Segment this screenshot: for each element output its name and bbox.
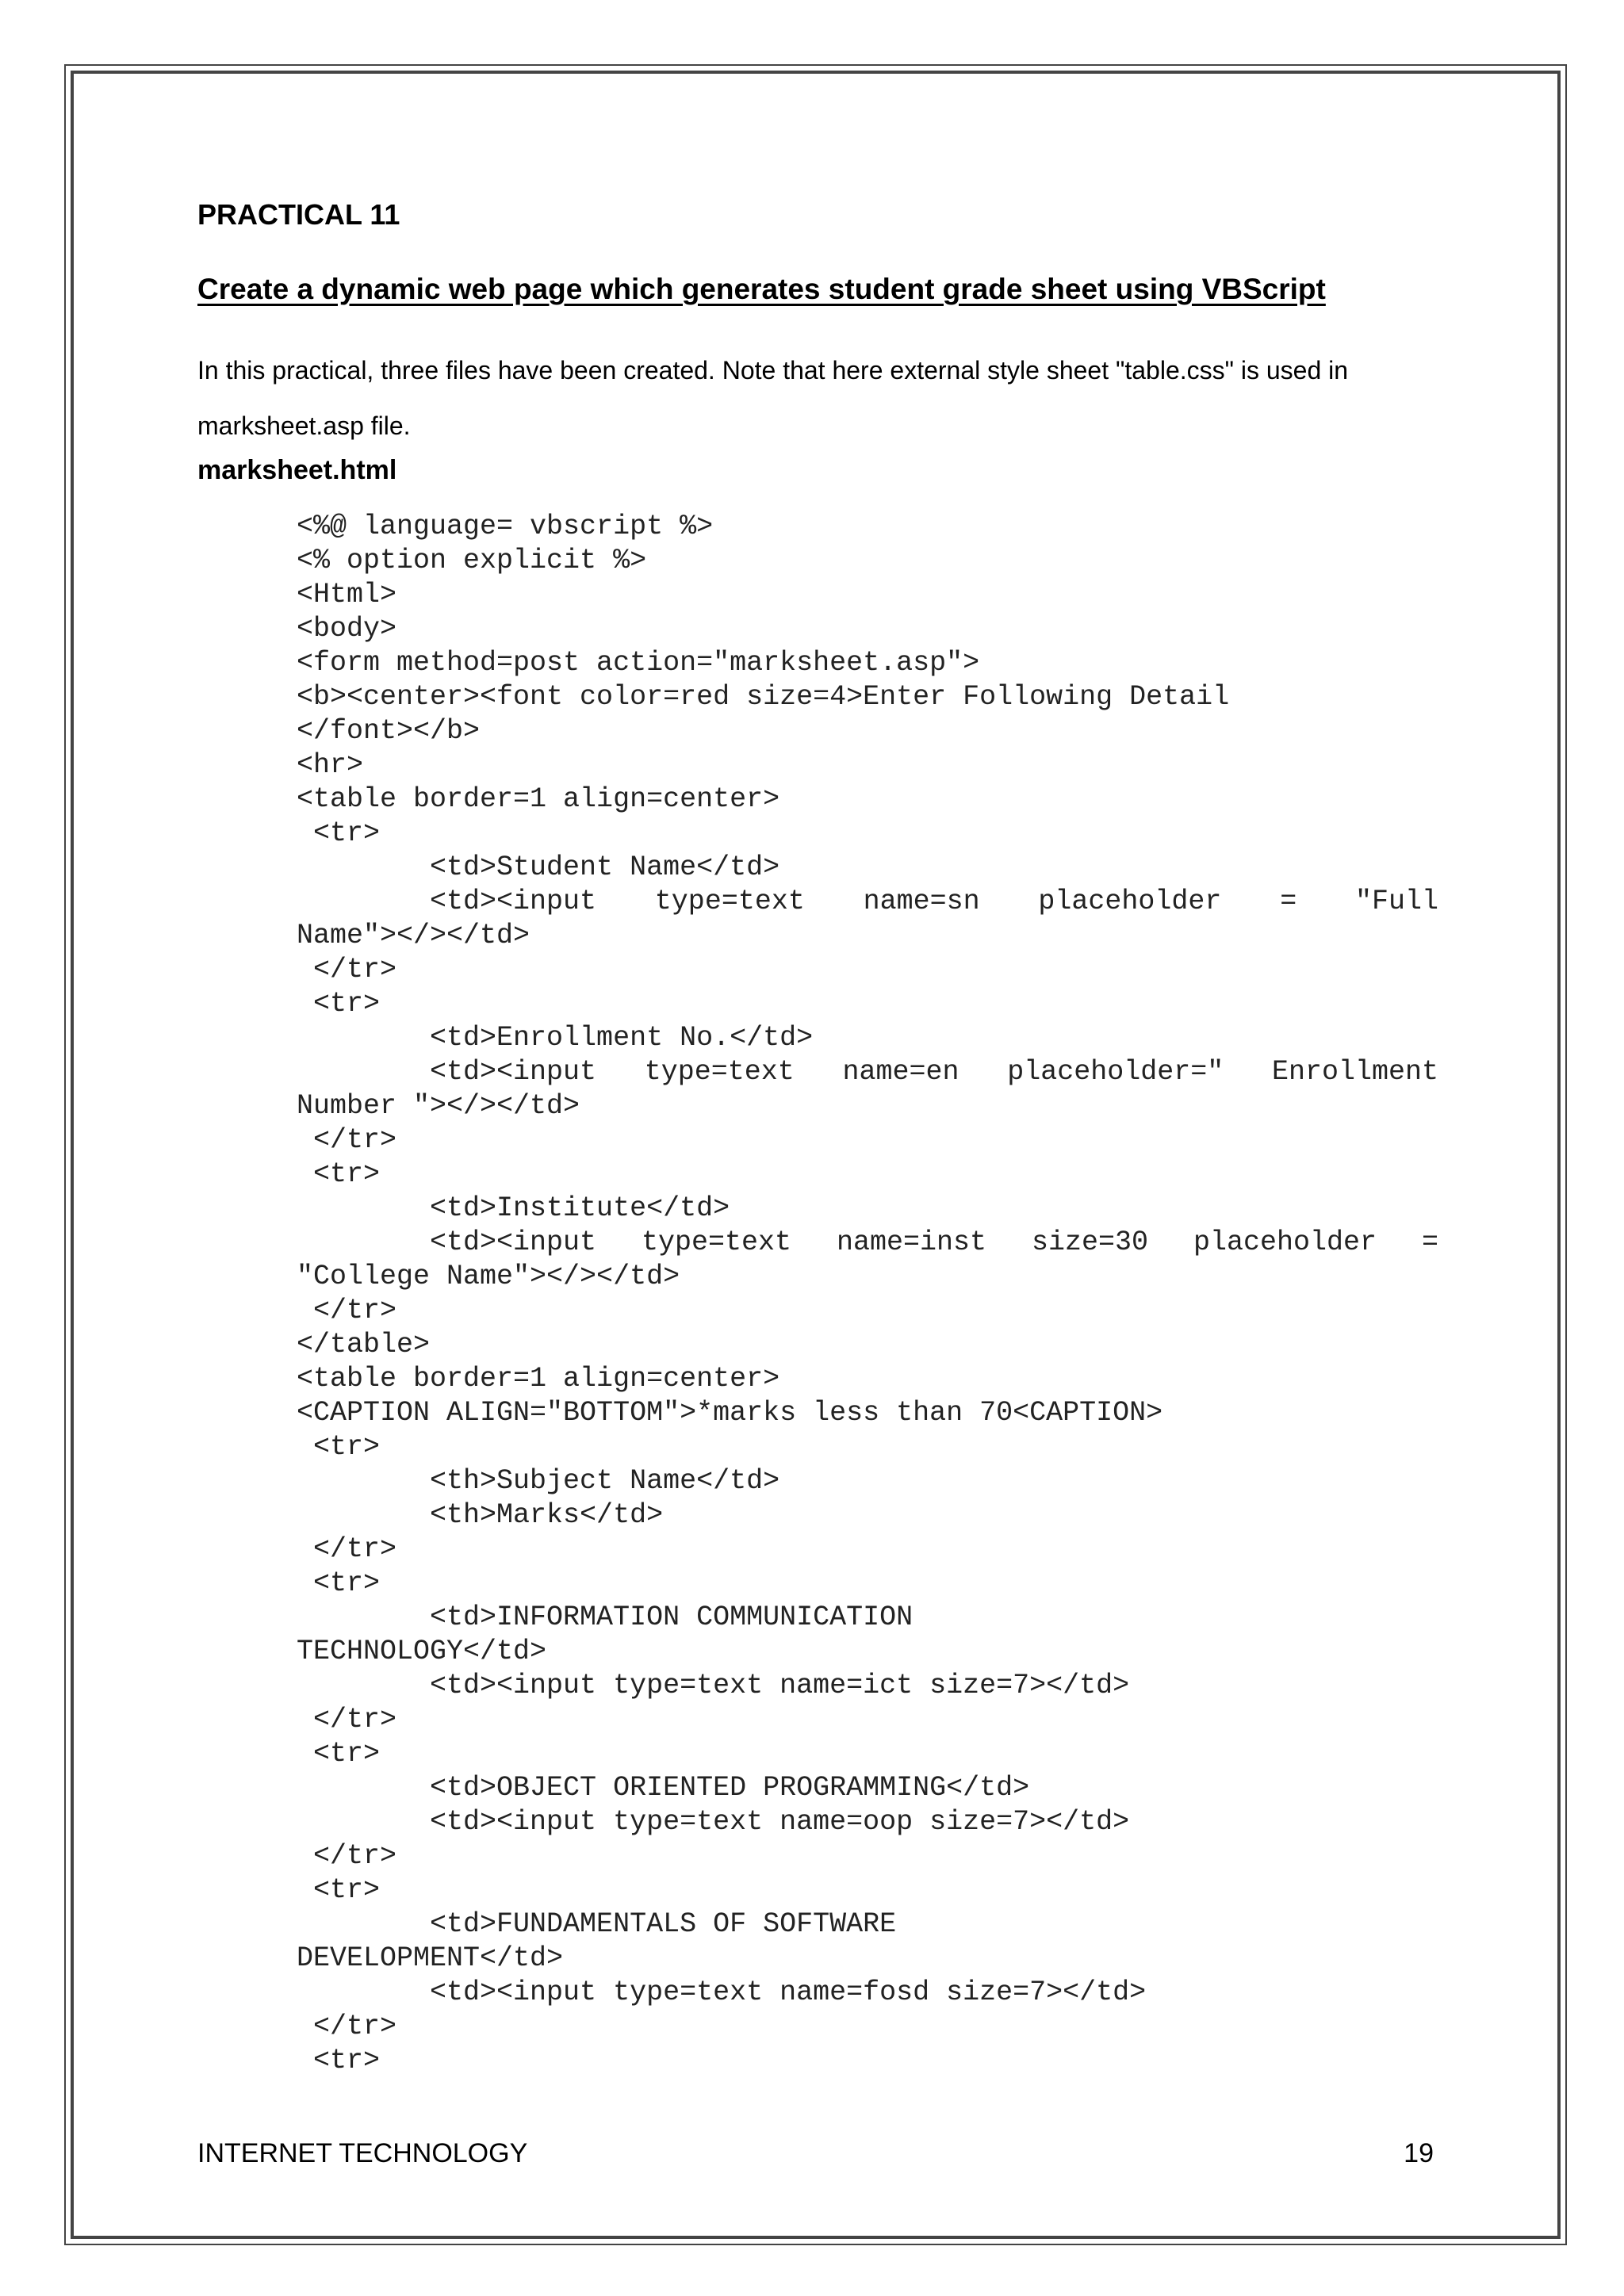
code-line: <table border=1 align=center> [297,1363,780,1395]
code-line: <td>Institute</td> [297,1192,730,1224]
code-line: Number "></></td> [297,1090,580,1122]
code-line: <table border=1 align=center> [297,783,780,815]
code-filename: marksheet.html [197,455,397,485]
code-line: <td><input type=text name=inst size=30 placeholder = [430,1226,1438,1258]
code-line: </font></b> [297,715,481,747]
code-line: <tr> [297,2045,381,2076]
footer-page-number: 19 [1404,2138,1434,2168]
code-line: TECHNOLOGY</td> [297,1636,547,1667]
code-line: <td>Student Name</td> [297,851,780,883]
code-line: </tr> [297,1124,397,1156]
code-line: <%@ language= vbscript %> [297,511,714,542]
code-line: <tr> [297,1431,381,1463]
code-line: <form method=post action="marksheet.asp"> [297,647,980,679]
code-line: <td><input type=text name=sn placeholder = "Full [430,886,1438,917]
practical-heading: PRACTICAL 11 [197,198,400,231]
code-line: <CAPTION ALIGN="BOTTOM">*marks less than 70<CAPTION> [297,1397,1163,1429]
code-line: </tr> [297,1295,397,1326]
code-line: <tr> [297,1158,381,1190]
code-line: </tr> [297,954,397,985]
code-line: <tr> [297,1874,381,1906]
code-line: <tr> [297,1567,381,1599]
code-line: <body> [297,613,397,645]
code-line: Name"></></td> [297,920,530,951]
code-line: </tr> [297,1840,397,1872]
code-line: <td><input type=text name=fosd size=7></td> [297,1976,1147,2008]
code-line: "College Name"></></td> [297,1261,680,1292]
code-line: <td>FUNDAMENTALS OF SOFTWARE [297,1908,897,1940]
code-line: <hr> [297,749,364,781]
code-line: <td>INFORMATION COMMUNICATION [297,1601,914,1633]
practical-title: Create a dynamic web page which generates student grade sheet using VBScript [197,273,1326,305]
code-line: </tr> [297,1704,397,1735]
code-listing [297,510,1438,2078]
code-line: <% option explicit %> [297,545,647,576]
code-line: <th>Subject Name</td> [297,1465,780,1497]
code-line: <tr> [297,988,381,1020]
code-line: <td>Enrollment No.</td> [297,1022,814,1054]
code-line: <td><input type=text name=ict size=7></td> [297,1670,1130,1701]
code-line: <th>Marks</td> [297,1499,664,1531]
code-line: <tr> [297,817,381,849]
code-line: </tr> [297,2011,397,2042]
code-line: <Html> [297,579,397,610]
code-line: </table> [297,1329,431,1360]
code-line: <b><center><font color=red size=4>Enter Following Detail [297,681,1230,713]
code-line: <td><input type=text name=oop size=7></td> [297,1806,1130,1838]
code-line: <td>OBJECT ORIENTED PROGRAMMING</td> [297,1772,1030,1804]
footer-course-title: INTERNET TECHNOLOGY [197,2138,528,2168]
code-line: </tr> [297,1533,397,1565]
code-line: <td><input type=text name=en placeholder=" Enrollment [430,1056,1438,1088]
intro-paragraph: In this practical, three files have been created. Note that here external style sheet "table.css" is used in marksheet.asp file. [197,356,1349,440]
code-line: <tr> [297,1738,381,1770]
code-line: DEVELOPMENT</td> [297,1942,564,1974]
